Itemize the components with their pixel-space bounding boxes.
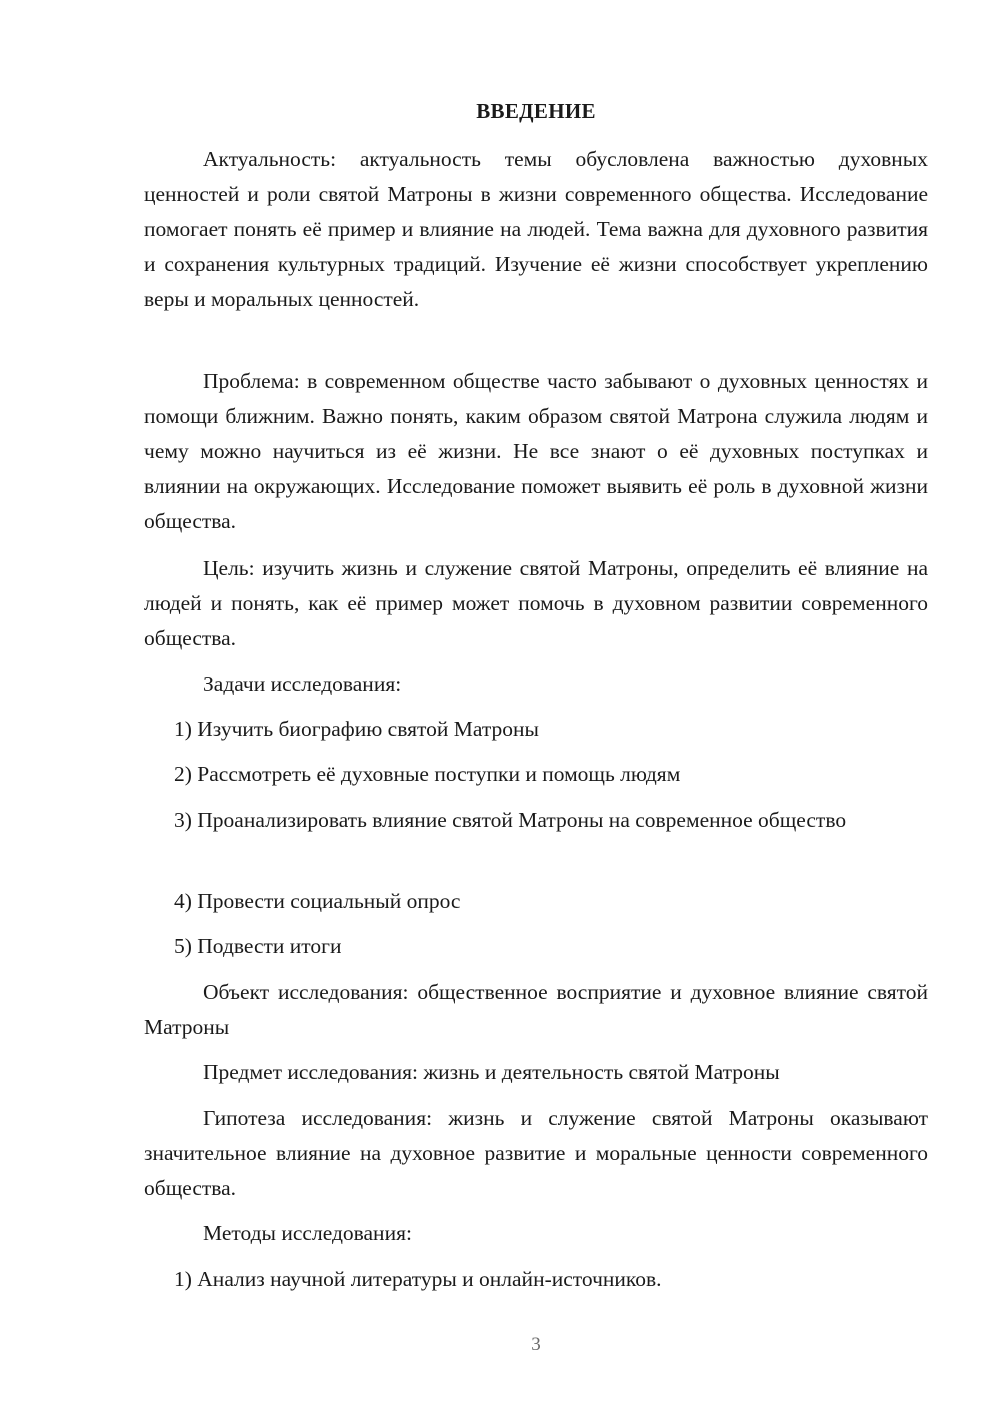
page-title: ВВЕДЕНИЕ xyxy=(476,99,596,123)
hypothesis-paragraph: Гипотеза исследования: жизнь и служение святой Матроны оказывают значительное влияние на духовное развитие и моральные ценности современного общества. xyxy=(144,1106,928,1200)
task-item: 3) Проанализировать влияние святой Матроны на современное общество xyxy=(174,808,847,832)
task-item: 2) Рассмотреть её духовные поступки и помощь людям xyxy=(174,762,681,786)
tasks-heading: Задачи исследования: xyxy=(203,672,402,696)
relevance-paragraph: Актуальность: актуальность темы обусловлена важностью духовных ценностей и роли святой Матроны в жизни современного общества. Исследование помогает понять её пример и влияние на людей. Тема важна для духовного развития и сохранения культурных традиций. Изучение её жизни способствует укреплению веры и моральных ценностей. xyxy=(144,147,928,311)
problem-paragraph: Проблема: в современном обществе часто забывают о духовных ценностях и помощи ближним. Важно понять, каким образом святой Матрона служила людям и чему можно научиться из её жизни. Не все знают о её духовных поступках и влиянии на окружающих. Исследование поможет выявить её роль в духовной жизни общества. xyxy=(144,369,928,533)
methods-heading: Методы исследования: xyxy=(203,1221,412,1245)
method-item: 1) Анализ научной литературы и онлайн-источников. xyxy=(174,1267,662,1291)
object-paragraph: Объект исследования: общественное восприятие и духовное влияние святой Матроны xyxy=(144,980,928,1039)
task-item: 1) Изучить биографию святой Матроны xyxy=(174,717,539,741)
subject-paragraph: Предмет исследования: жизнь и деятельность святой Матроны xyxy=(203,1060,780,1084)
task-item: 4) Провести социальный опрос xyxy=(174,889,461,913)
goal-paragraph: Цель: изучить жизнь и служение святой Матроны, определить её влияние на людей и понять, как её пример может помочь в духовном развитии современного общества. xyxy=(144,556,928,650)
page-number: 3 xyxy=(531,1334,541,1355)
task-item: 5) Подвести итоги xyxy=(174,934,342,958)
